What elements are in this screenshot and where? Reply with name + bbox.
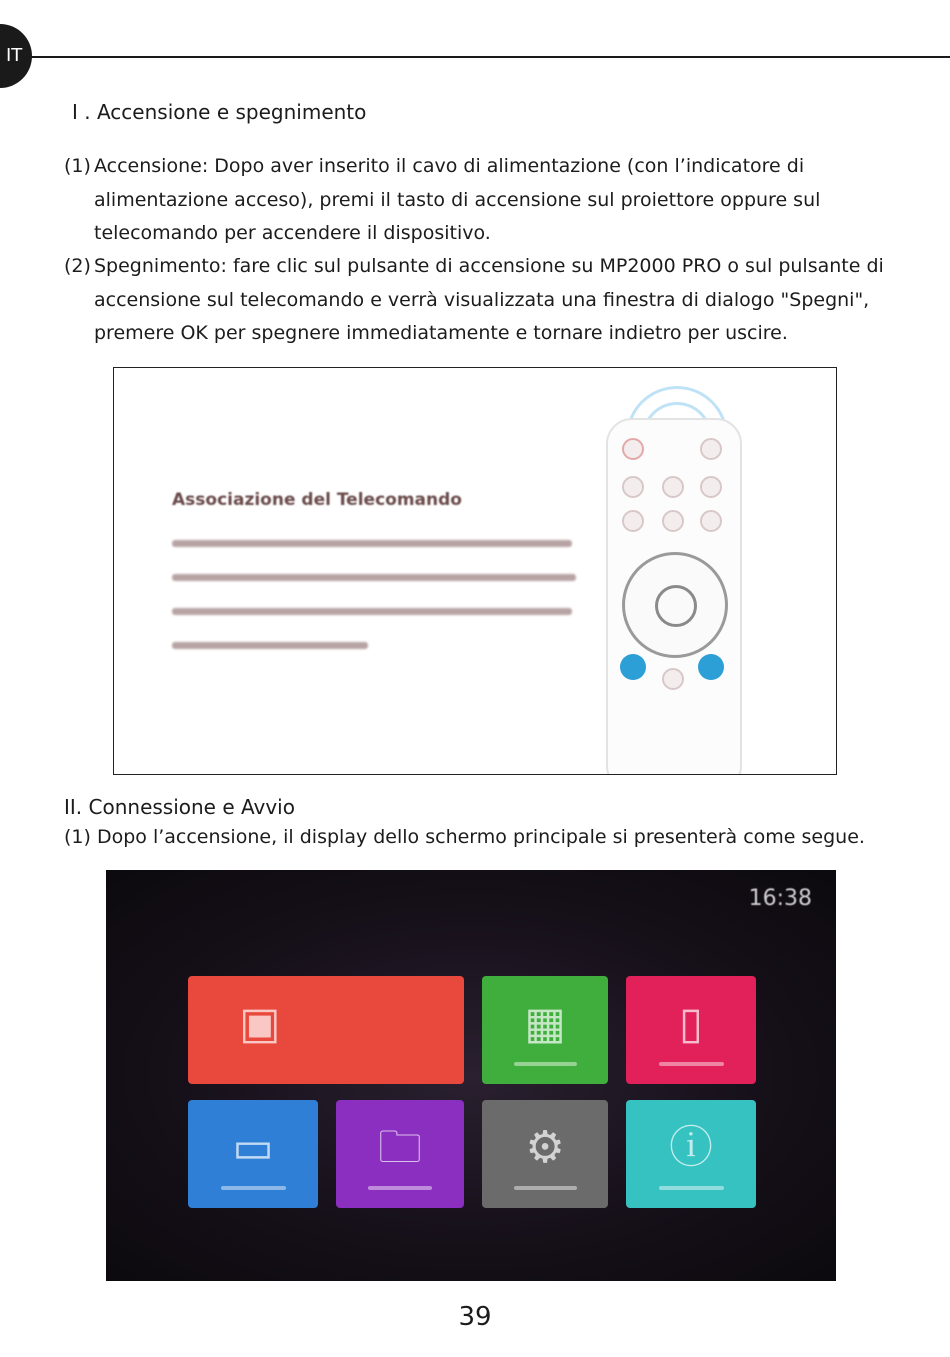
info-icon: ⓘ bbox=[669, 1121, 713, 1173]
section-heading-power: I . Accensione e spegnimento bbox=[72, 100, 367, 124]
hdmi-icon: ▭ bbox=[232, 1121, 274, 1173]
page-number: 39 bbox=[458, 1302, 492, 1332]
remote-button-icon bbox=[662, 668, 684, 690]
blurred-text-line bbox=[172, 540, 572, 547]
remote-button-icon bbox=[700, 438, 722, 460]
blurred-text-line bbox=[172, 574, 576, 581]
hdmi-tile bbox=[188, 1100, 318, 1208]
remote-blue-button-icon bbox=[698, 654, 724, 680]
remote-dpad-icon bbox=[622, 552, 728, 658]
item-number: (2) bbox=[64, 255, 91, 277]
paragraph-power-off bbox=[64, 250, 914, 351]
item-number: (1) bbox=[64, 155, 91, 177]
paragraph-power-on bbox=[64, 150, 914, 251]
folder-icon: 🗀 bbox=[378, 1121, 422, 1173]
app-center-tile bbox=[482, 976, 608, 1084]
screen-mirror-tile bbox=[626, 976, 756, 1084]
blurred-text-line bbox=[172, 608, 572, 615]
apps-grid-icon: ▦ bbox=[524, 997, 566, 1049]
language-code: IT bbox=[6, 45, 23, 66]
remote-pairing-figure bbox=[113, 367, 837, 775]
item-text: Spegnimento: fare clic sul pulsante di accensione su MP2000 PRO o sul pulsante di accensione sul telecomando e verrà visualizzata una finestra di dialogo "Spegni", premere OK per spegnere immediatamente e tornare indietro per uscire. bbox=[94, 255, 884, 344]
home-screen-screenshot bbox=[106, 870, 836, 1281]
item-number: (1) bbox=[64, 826, 91, 848]
header-rule bbox=[28, 56, 950, 58]
remote-blue-button-icon bbox=[620, 654, 646, 680]
setup-tile bbox=[482, 1100, 608, 1208]
paragraph-home-screen bbox=[64, 826, 865, 848]
info-tile bbox=[626, 1100, 756, 1208]
remote-button-icon bbox=[622, 476, 644, 498]
remote-power-button-icon bbox=[622, 438, 644, 460]
file-browser-tile bbox=[336, 1100, 464, 1208]
item-text: Accensione: Dopo aver inserito il cavo di alimentazione (con l’indicatore di alimentazione acceso), premi il tasto di accensione sul proiettore oppure sul telecomando per accendere il dispositivo. bbox=[94, 155, 821, 244]
item-text: Dopo l’accensione, il display dello schermo principale si presenterà come segue. bbox=[96, 826, 865, 848]
remote-button-icon bbox=[662, 510, 684, 532]
blurred-text-line bbox=[172, 642, 368, 649]
section-heading-connection: II. Connessione e Avvio bbox=[64, 795, 295, 819]
pairing-title: Associazione del Telecomando bbox=[172, 490, 462, 510]
remote-button-icon bbox=[700, 510, 722, 532]
media-tile bbox=[188, 976, 464, 1084]
clock-display: 16:38 bbox=[748, 886, 812, 911]
remote-button-icon bbox=[622, 510, 644, 532]
phone-icon: ▯ bbox=[678, 997, 704, 1049]
picture-frame-icon: ▣ bbox=[238, 997, 281, 1049]
remote-button-icon bbox=[662, 476, 684, 498]
gear-icon: ⚙ bbox=[525, 1121, 565, 1173]
remote-button-icon bbox=[700, 476, 722, 498]
